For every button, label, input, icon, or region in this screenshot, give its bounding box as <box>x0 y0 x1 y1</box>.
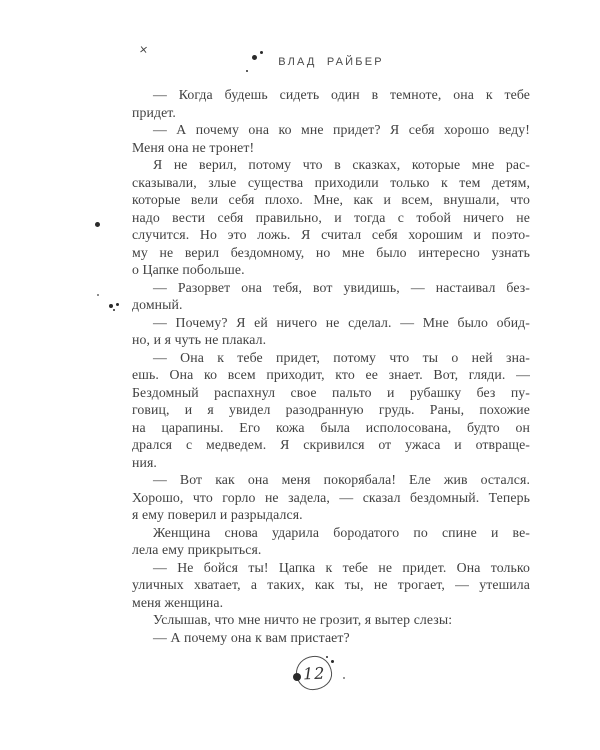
text-line: уличных хватает, а таких, как ты, не трогает, — утешила <box>132 577 530 592</box>
text-line: которые вели себя плохо. Мне, как и всем, внушали, что <box>132 192 530 207</box>
ink-speck <box>97 294 99 296</box>
text-line: я ему поверил и разрыдался. <box>132 507 303 522</box>
ink-speck <box>293 673 301 681</box>
text-line: — Она к тебе придет, потому что ты о ней зна- <box>153 349 530 365</box>
text-line: придет. <box>132 104 176 120</box>
text-line: му не верил бездомному, но мне было интересно узнать <box>132 244 530 260</box>
ink-speck <box>246 70 248 72</box>
text-line: Бездомный распахнул свое пальто и рубашку без пу- <box>132 384 530 400</box>
ink-speck <box>326 656 328 658</box>
text-line: — Почему? Я ей ничего не сделал. — Мне было обид- <box>153 314 530 330</box>
body-text <box>132 86 530 646</box>
text-line: — Не бойся ты! Цапка к тебе не придет. Она только <box>153 559 530 575</box>
text-line: — Разорвет она тебя, вот увидишь, — настаивал без- <box>153 279 530 295</box>
text-line: но, и я чуть не плакал. <box>132 332 267 347</box>
corner-cross-mark: × <box>138 42 149 57</box>
text-line: ния. <box>132 454 157 470</box>
ink-speck <box>252 55 257 60</box>
ink-speck <box>109 304 113 308</box>
text-line: надо вести себя правильно, и тогда с тобой ничего не <box>132 209 530 225</box>
page-number-badge <box>295 654 334 691</box>
running-header <box>132 55 530 69</box>
ink-speck <box>331 660 334 663</box>
text-line: — Вот как она меня покорябала! Еле жив остался. <box>153 472 530 487</box>
text-line: Я не верил, потому что в сказках, которые мне рас- <box>153 157 530 172</box>
text-line: Женщина снова ударила бородатого по спине и ве- <box>153 524 530 540</box>
page-number: 12 <box>302 663 326 683</box>
ink-speck <box>113 309 115 311</box>
text-line: домный. <box>132 297 183 312</box>
running-header-author: ВЛАД РАЙБЕР <box>278 56 384 68</box>
ink-speck <box>116 303 119 306</box>
text-line: Меня она не тронет! <box>132 139 255 155</box>
text-line: — А почему она ко мне придет? Я себя хорошо веду! <box>153 122 530 137</box>
ink-speck <box>260 51 263 54</box>
text-line: на царапины. Его кожа была исполосована, будто он <box>132 419 530 435</box>
text-line: меня женщина. <box>132 594 224 610</box>
text-line: случится. Но это ложь. Я считал себя хорошим и поэто- <box>132 227 530 242</box>
text-line: — А почему она к вам пристает? <box>153 629 350 645</box>
text-line: Услышав, что мне ничто не грозит, я вытер слезы: <box>153 612 453 627</box>
text-line: о Цапке побольше. <box>132 262 245 277</box>
text-line: Хорошо, что горло не задела, — сказал бездомный. Теперь <box>132 489 530 505</box>
ink-speck <box>343 677 345 679</box>
text-line: дрался с медведем. Я скривился от ужаса и отвраще- <box>132 437 530 452</box>
text-line: говиц, и я увидел разодранную грудь. Раны, похожие <box>132 402 530 417</box>
ink-speck <box>95 222 100 227</box>
text-line: сказывали, злые существа приходили только к тем детям, <box>132 174 530 190</box>
text-line: ешь. Она ко всем приходит, кто ее знает. Вот, гляди. — <box>132 367 530 382</box>
text-line: лела ему прикрыться. <box>132 542 262 557</box>
text-line: — Когда будешь сидеть один в темноте, она к тебе <box>153 87 530 102</box>
